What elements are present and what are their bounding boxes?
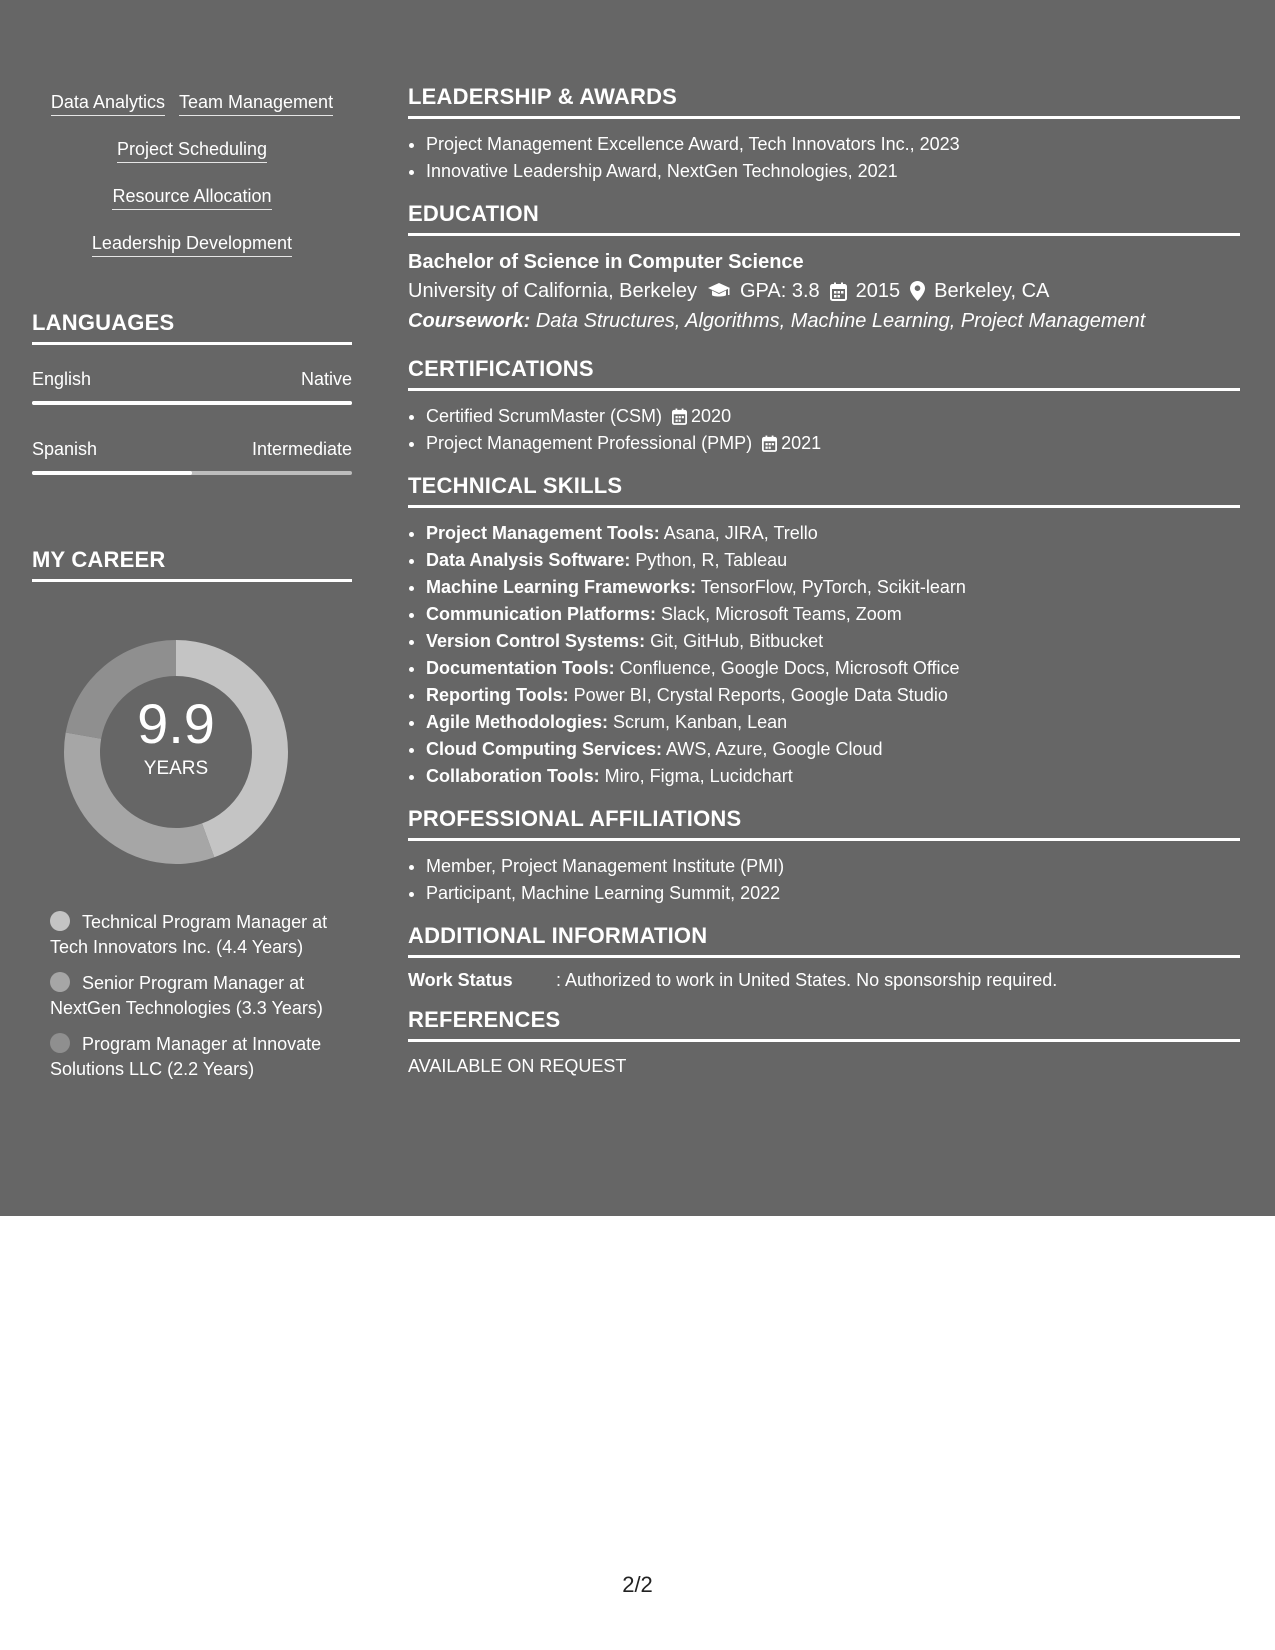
skill-tag: Team Management	[179, 91, 333, 116]
certification-name: Project Management Professional (PMP)	[426, 433, 753, 453]
skill-label: Agile Methodologies:	[426, 712, 608, 732]
list-item	[426, 547, 1240, 574]
affiliations-title: PROFESSIONAL AFFILIATIONS	[408, 806, 1240, 841]
certification-year: 2020	[691, 406, 732, 426]
skill-tags	[32, 84, 352, 272]
language-item	[32, 367, 352, 405]
language-item	[32, 437, 352, 475]
language-name: English	[32, 369, 92, 389]
references-title: REFERENCES	[408, 1007, 1240, 1042]
additional-info-title: ADDITIONAL INFORMATION	[408, 923, 1240, 958]
skill-value: Slack, Microsoft Teams, Zoom	[661, 604, 902, 624]
leadership-title: LEADERSHIP & AWARDS	[408, 84, 1240, 119]
list-item	[426, 763, 1240, 790]
list-item	[426, 574, 1240, 601]
education-location: Berkeley, CA	[934, 280, 1050, 302]
list-item	[426, 403, 1240, 430]
skill-label: Data Analysis Software:	[426, 550, 631, 570]
certifications-section	[408, 356, 1240, 457]
list-item: • Member, Project Management Institute (PMI)	[426, 853, 1240, 880]
career-item	[50, 910, 330, 959]
language-level: Native	[300, 369, 352, 389]
certifications-list	[408, 403, 1240, 457]
certification-year: 2021	[781, 433, 822, 453]
language-bar-fill	[32, 471, 192, 475]
affiliations-section	[408, 806, 1240, 907]
education-title: EDUCATION	[408, 201, 1240, 236]
page-number: 2/2	[622, 1572, 653, 1597]
career-total: 9.9	[137, 692, 215, 755]
references-text: AVAILABLE ON REQUEST	[408, 1056, 627, 1076]
career-label: Senior Program Manager at NextGen Technologies (3.3 Years)	[50, 973, 323, 1018]
right-column	[408, 84, 1240, 1077]
additional-info-section	[408, 923, 1240, 991]
career-dot	[50, 972, 70, 992]
education-school: University of California, Berkeley	[408, 280, 697, 302]
career-unit: YEARS	[143, 758, 209, 779]
calendar-icon	[830, 282, 847, 301]
skill-value: Python, R, Tableau	[635, 550, 788, 570]
list-item	[426, 601, 1240, 628]
languages-title: LANGUAGES	[32, 310, 352, 345]
skill-tag: Leadership Development	[92, 232, 292, 257]
skill-value: Git, GitHub, Bitbucket	[650, 631, 824, 651]
education-year: 2015	[855, 280, 901, 302]
technical-skills-list	[408, 520, 1240, 790]
work-status-value: : Authorized to work in United States. No sponsorship required.	[556, 970, 1058, 990]
skill-label: Cloud Computing Services:	[426, 739, 663, 759]
career-label: Program Manager at Innovate Solutions LLC (2.2 Years)	[50, 1034, 322, 1079]
career-label: Technical Program Manager at Tech Innovators Inc. (4.4 Years)	[50, 912, 328, 957]
skill-tag: Data Analytics	[51, 91, 165, 116]
language-bar	[32, 401, 352, 405]
education-coursework	[408, 306, 1240, 336]
skill-label: Project Management Tools:	[426, 523, 660, 543]
list-item: • Project Management Excellence Award, Tech Innovators Inc., 2023	[426, 131, 1240, 158]
work-status-row	[408, 970, 1240, 991]
skill-label: Reporting Tools:	[426, 685, 569, 705]
language-level: Intermediate	[251, 439, 352, 459]
technical-skills-section	[408, 473, 1240, 790]
coursework-text: Data Structures, Algorithms, Machine Learning, Project Management	[535, 310, 1146, 332]
work-status-label: Work Status	[408, 970, 513, 990]
skill-label: Collaboration Tools:	[426, 766, 600, 786]
skill-label: Communication Platforms:	[426, 604, 657, 624]
education-degree: Bachelor of Science in Computer Science	[408, 251, 804, 273]
skill-label: Version Control Systems:	[426, 631, 646, 651]
list-item	[426, 628, 1240, 655]
career-dot	[50, 911, 70, 931]
language-name: Spanish	[32, 439, 98, 459]
skill-value: Power BI, Crystal Reports, Google Data Studio	[573, 685, 948, 705]
language-bar-fill	[32, 401, 352, 405]
skill-tag: Project Scheduling	[117, 138, 267, 163]
list-item	[426, 655, 1240, 682]
skill-value: TensorFlow, PyTorch, Scikit-learn	[700, 577, 966, 597]
skill-value: Confluence, Google Docs, Microsoft Office	[619, 658, 960, 678]
education-gpa: GPA: 3.8	[740, 280, 820, 302]
calendar-icon	[762, 435, 777, 452]
language-bar	[32, 471, 352, 475]
coursework-label: Coursework:	[408, 310, 531, 332]
career-item	[50, 971, 330, 1020]
career-dot	[50, 1033, 70, 1053]
career-item	[50, 1032, 330, 1081]
list-item: • Innovative Leadership Award, NextGen Technologies, 2021	[426, 158, 1240, 185]
affiliations-list	[408, 853, 1240, 907]
list-item	[426, 520, 1240, 547]
skill-label: Documentation Tools:	[426, 658, 615, 678]
languages-section	[32, 310, 352, 475]
skill-value: Asana, JIRA, Trello	[663, 523, 818, 543]
calendar-icon	[672, 408, 687, 425]
leadership-section	[408, 84, 1240, 185]
career-title: MY CAREER	[32, 547, 352, 582]
list-item	[426, 736, 1240, 763]
skill-value: AWS, Azure, Google Cloud	[666, 739, 883, 759]
career-donut	[46, 622, 306, 882]
career-section	[32, 547, 352, 1081]
list-item: • Participant, Machine Learning Summit, 2022	[426, 880, 1240, 907]
graduation-cap-icon	[707, 282, 731, 300]
references-section	[408, 1007, 1240, 1077]
left-column	[32, 84, 352, 1093]
list-item	[426, 430, 1240, 457]
skill-value: Scrum, Kanban, Lean	[613, 712, 788, 732]
leadership-list	[408, 131, 1240, 185]
skill-label: Machine Learning Frameworks:	[426, 577, 697, 597]
education-section	[408, 201, 1240, 336]
skill-value: Miro, Figma, Lucidchart	[604, 766, 793, 786]
skill-tag: Resource Allocation	[112, 185, 271, 210]
career-list	[50, 910, 330, 1081]
technical-skills-title: TECHNICAL SKILLS	[408, 473, 1240, 508]
certification-name: Certified ScrumMaster (CSM)	[426, 406, 663, 426]
certifications-title: CERTIFICATIONS	[408, 356, 1240, 391]
list-item	[426, 682, 1240, 709]
location-pin-icon	[910, 281, 925, 301]
list-item	[426, 709, 1240, 736]
education-details	[408, 276, 1240, 306]
